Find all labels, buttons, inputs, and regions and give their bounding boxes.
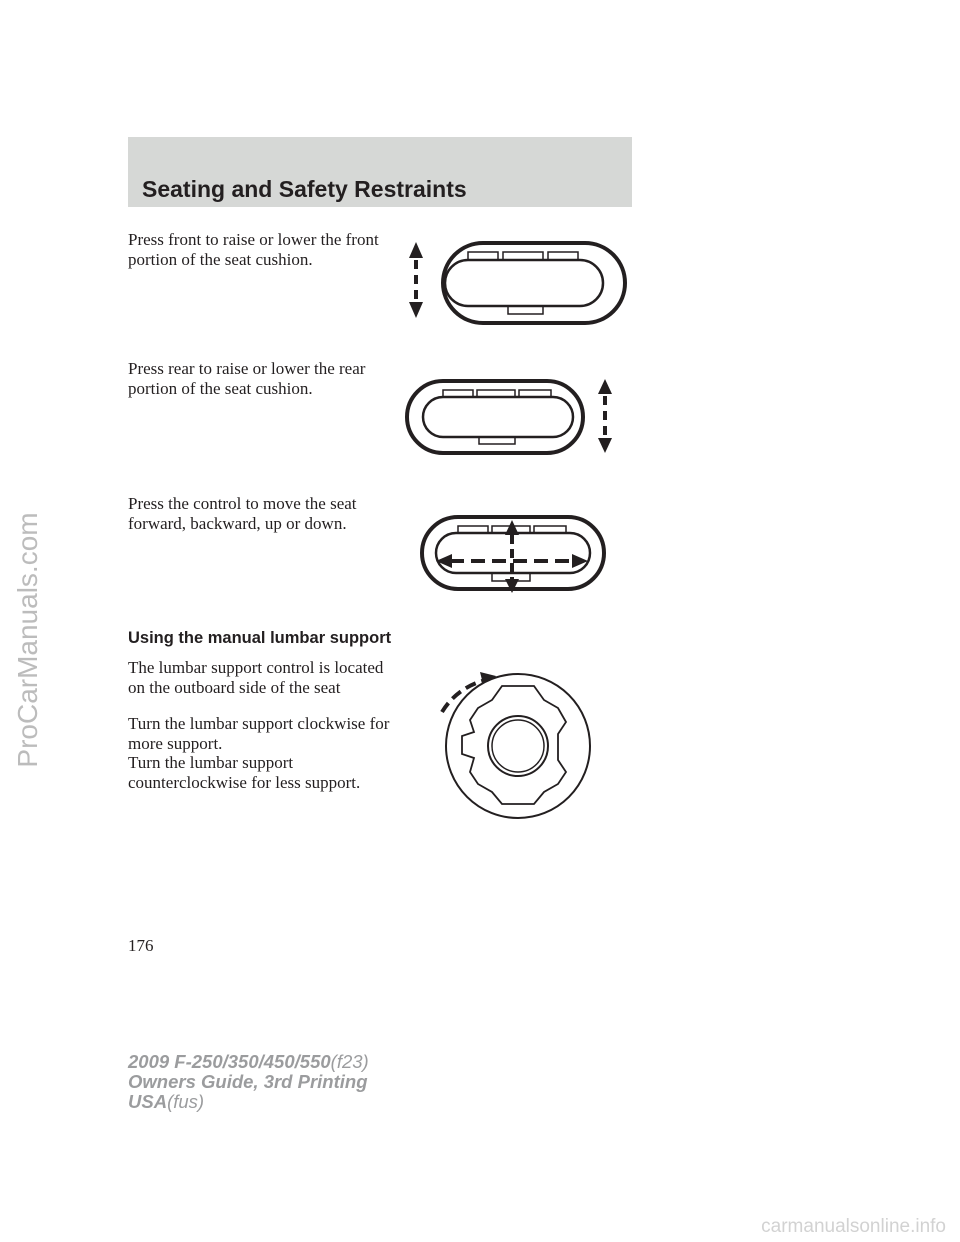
paragraph-front-cushion: Press front to raise or lower the front portion of the seat cushion. bbox=[128, 230, 379, 269]
seat-switch-icon bbox=[407, 381, 583, 453]
page-number: 176 bbox=[128, 936, 154, 955]
paragraph-lumbar-clockwise: Turn the lumbar support clockwise for more support. bbox=[128, 714, 390, 753]
seat-control-switch-diagram bbox=[420, 515, 610, 595]
footer-guide: Owners Guide, 3rd Printing bbox=[128, 1071, 368, 1092]
paragraph-lumbar-counterclockwise: Turn the lumbar support counterclockwise for less support. bbox=[128, 753, 361, 792]
lumbar-knob-diagram bbox=[430, 668, 580, 808]
site-watermark: carmanualsonline.info bbox=[761, 1216, 946, 1237]
paragraph-rear-cushion: Press rear to raise or lower the rear portion of the seat cushion. bbox=[128, 359, 366, 398]
page-title: Seating and Safety Restraints bbox=[142, 176, 467, 202]
section-heading-lumbar: Using the manual lumbar support bbox=[128, 629, 392, 647]
lumbar-knob-icon bbox=[446, 674, 590, 818]
footer-model-code: (f23) bbox=[330, 1051, 369, 1072]
vertical-arrow-icon bbox=[598, 379, 612, 453]
side-watermark: ProCarManuals.com bbox=[12, 512, 43, 768]
vertical-arrow-icon bbox=[409, 242, 423, 318]
footer-region-code: (fus) bbox=[167, 1091, 205, 1112]
rear-cushion-switch-diagram bbox=[405, 377, 620, 457]
seat-switch-icon bbox=[443, 243, 625, 323]
paragraph-seat-control: Press the control to move the seat forward, backward, up or down. bbox=[128, 494, 357, 533]
footer-info bbox=[128, 1052, 369, 1112]
footer-region: USA bbox=[128, 1091, 168, 1112]
footer-model: 2009 F-250/350/450/550 bbox=[128, 1051, 331, 1072]
front-cushion-switch-diagram bbox=[400, 238, 630, 330]
paragraph-lumbar-location: The lumbar support control is located on the outboard side of the seat bbox=[128, 658, 384, 697]
